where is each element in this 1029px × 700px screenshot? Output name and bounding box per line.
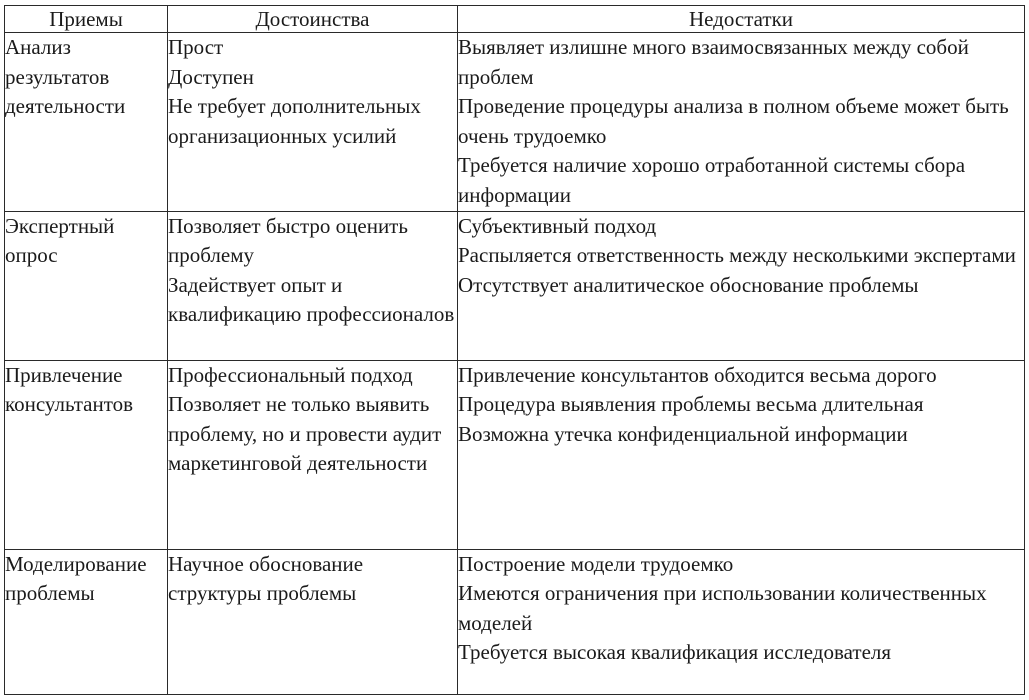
method-cell <box>5 33 168 212</box>
advantage-item: Задействует опыт и квалификацию профессионалов <box>168 272 455 327</box>
table-row <box>5 211 1025 360</box>
disadvantage-item: Субъективный подход <box>458 213 657 238</box>
disadvantage-item: Построение модели трудоемко <box>458 551 734 576</box>
disadvantages-cell <box>458 211 1025 360</box>
advantages-cell <box>168 211 458 360</box>
disadvantage-item: Проведение процедуры анализа в полном объеме может быть очень трудоемко <box>458 94 1009 148</box>
disadvantage-item: Требуется высокая квалификация исследователя <box>458 640 892 665</box>
method-label: Экспертный опрос <box>5 213 115 268</box>
method-label: Привлечение консультантов <box>5 362 134 417</box>
disadvantage-item: Отсутствует аналитическое обоснование проблемы <box>458 272 919 297</box>
advantage-item: Прост <box>168 35 224 59</box>
method-cell <box>5 360 168 549</box>
disadvantage-item: Выявляет излишне много взаимосвязанных между собой проблем <box>458 35 969 89</box>
advantages-cell <box>168 549 458 694</box>
header-advantages: Достоинства <box>168 6 458 33</box>
table-row <box>5 33 1025 212</box>
methods-table <box>4 5 1025 695</box>
disadvantage-item: Привлечение консультантов обходится весьма дорого <box>458 362 937 387</box>
method-cell <box>5 549 168 694</box>
disadvantages-cell <box>458 360 1025 549</box>
header-disadvantages: Недостатки <box>458 6 1025 33</box>
advantage-item: Научное обоснование структуры проблемы <box>168 551 364 606</box>
disadvantage-item: Имеются ограничения при использовании количественных моделей <box>458 581 987 635</box>
advantage-item: Профессиональный подход <box>168 362 413 387</box>
method-cell <box>5 211 168 360</box>
header-methods: Приемы <box>5 6 168 33</box>
disadvantages-cell <box>458 33 1025 212</box>
advantages-cell <box>168 33 458 212</box>
advantages-cell <box>168 360 458 549</box>
table-header-row <box>5 6 1025 33</box>
disadvantage-item: Требуется наличие хорошо отработанной системы сбора информации <box>458 153 966 207</box>
disadvantage-item: Процедура выявления проблемы весьма длительная <box>458 392 924 417</box>
advantage-item: Доступен <box>168 64 254 89</box>
advantage-item: Позволяет быстро оценить проблему <box>168 213 408 268</box>
disadvantage-item: Возможна утечка конфиденциальной информации <box>458 421 908 446</box>
table-row <box>5 360 1025 549</box>
table-row <box>5 549 1025 694</box>
disadvantage-item: Распыляется ответственность между несколькими экспертами <box>458 243 1016 268</box>
method-label: Моделирование проблемы <box>5 551 147 606</box>
disadvantages-cell <box>458 549 1025 694</box>
method-label: Анализ результатов деятельности <box>5 35 126 119</box>
advantage-item: Позволяет не только выявить проблему, но и провести аудит маркетинговой деятельности <box>168 392 442 476</box>
advantage-item: Не требует дополнительных организационных усилий <box>168 94 421 148</box>
